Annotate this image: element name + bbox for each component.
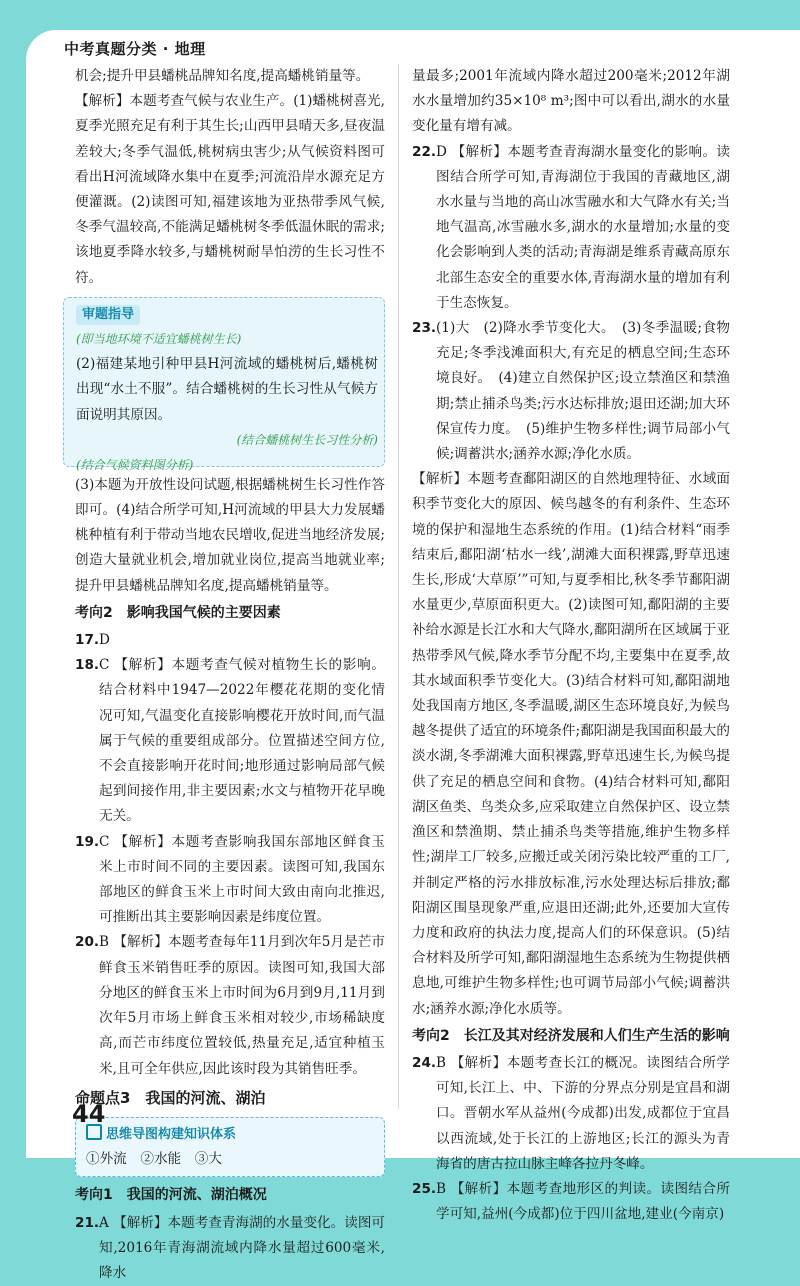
question-number: 23. xyxy=(412,320,437,337)
mind-map-title: 思维导图构建知识体系 xyxy=(86,1122,374,1147)
question-number: 24. xyxy=(412,1054,437,1071)
question-number: 20. xyxy=(75,934,100,951)
left-column xyxy=(75,64,385,1286)
analysis-paragraph: 【解析】本题考查气候与农业生产。(1)蟠桃树喜光,夏季光照充足有利于其生长;山西甲县晴天多,昼夜温差较大;冬季气温低,桃树病虫害少;从气候资料图可看出H河流域降水集中在夏季;河流沿岸水源充足方便灌溉。(2)读图可知,福建该地为亚热带季风气候,冬季气温较高,不能满足蟠桃树冬季低温休眠的需求;该地夏季降水较多,与蟠桃树耐旱怕涝的生长习性不符。 xyxy=(75,93,385,286)
right-column xyxy=(412,64,730,1227)
analysis-paragraph: (3)本题为开放性设问试题,根据蟠桃树生长习性作答即可。(4)结合所学可知,H河流域的甲县大力发展蟠桃种植有利于带动当地农民增收,促进当地经济发展;创造大量就业机会,增加就业岗位,提高当地就业率;提升甲县蟠桃品牌知名度,提高蟠桃销量等。 xyxy=(75,476,385,594)
question-number: 25. xyxy=(412,1180,437,1197)
guide-title: 审题指导 xyxy=(76,305,140,325)
page-header: 中考真题分类 · 地理 xyxy=(64,40,206,58)
section-heading: 考向2 影响我国气候的主要因素 xyxy=(75,604,281,621)
question-number: 21. xyxy=(75,1214,100,1231)
answer-text: A 【解析】本题考查青海湖的水量变化。读图可知,2016年青海湖流域内降水量超过600毫米,降水 xyxy=(99,1214,386,1281)
answer-item-19 xyxy=(75,830,385,931)
guide-note-climate: (结合气候资料图分析) xyxy=(76,458,194,473)
analysis-paragraph: 【解析】本题考查鄱阳湖区的自然地理特征、水域面积季节变化大的原因、候鸟越冬的有利条件、生态环境的保护和湿地生态系统的作用。(1)结合材料“雨季结束后,鄱阳湖‘枯水一线’,湖滩大面积裸露,野草迅速生长,形成‘大草原’”可知,与夏季相比,秋冬季节鄱阳湖水量更少,草原面积更大。(2)读图可知,鄱阳湖的主要补给水源是长江水和大气降水,鄱阳湖所在区域属于亚热带季风气候,降水季节分配不均,主要集中在夏季,故其水域面积季节变化大。(3)结合材料可知,鄱阳湖地处我国南方地区,冬季温暖,湖区生态环境良好,为候鸟越冬提供了适宜的环境条件;鄱阳湖是我国面积最大的淡水湖,冬季湖滩大面积裸露,野草迅速生长,为候鸟提供了充足的栖息空间和食物。(4)结合材料可知,鄱阳湖区鱼类、鸟类众多,应采取建立自然保护区、设立禁渔区和禁渔期、禁止捕杀鸟类等措施,维护生物多样性;湖岸工厂较多,应搬迁或关闭污染比较严重的工厂,并制定严格的污水排放标准,污水处理达标后排放;鄱阳湖区围垦现象严重,应退田还湖;此外,还要加大宣传力度和政府的执法力度,提高人们的环保意识。(5)结合材料及所学可知,鄱阳湖湿地生态系统为生物提供栖息地,可维护生物多样性;也可调节局部小气候;调蓄洪水;涵养水源;净化水质等。 xyxy=(412,471,730,1017)
answer-text: B 【解析】本题考查长江的概况。读图结合所学可知,长江上、中、下游的分界点分别是宜昌和湖口。晋朝水军从益州(今成都)出发,成都位于宜昌以西流域,处于长江的上游地区;长江的源头为青海省的唐古拉山脉主峰各拉丹冬峰。 xyxy=(436,1054,730,1172)
answer-text: C 【解析】本题考查影响我国东部地区鲜食玉米上市时间不同的主要因素。读图可知,我国东部地区的鲜食玉米上市时间大致由南向北推迟,可推断出其主要影响因素是纬度位置。 xyxy=(99,833,385,926)
column-divider xyxy=(398,64,399,1109)
answer-text: B 【解析】本题考查地形区的判读。读图结合所学可知,益州(今成都)位于四川盆地,建业(今南京) xyxy=(436,1180,730,1223)
answer-text: D 【解析】本题考查青海湖水量变化的影响。读图结合所学可知,青海湖位于我国的青藏地区,湖水水量与当地的高山冰雪融水和大气降水有关;当地气温高,冰雪融水多,湖水的水量增加;水量的变化会影响到人类的活动;青海湖是维系青藏高原东北部生态安全的重要水体,青海湖水量的增加有利于生态恢复。 xyxy=(436,143,730,311)
page-number: 44 xyxy=(72,1100,106,1128)
guide-note-environment: (即当地环境不适宜蟠桃树生长) xyxy=(76,332,242,347)
answer-text: C 【解析】本题考查气候对植物生长的影响。结合材料中1947—2022年樱花花期的变化情况可知,气温变化直接影响樱花开放时间,而气温属于气候的重要组成部分。位置描述空间方位,不会直接影响开花时间;地形通过影响局部气候起到间接作用,非主要因素;水文与植物开花早晚无关。 xyxy=(99,657,385,825)
question-guide-box xyxy=(63,297,385,473)
mind-map-box xyxy=(75,1117,385,1177)
answer-item-24 xyxy=(412,1051,730,1177)
paragraph: 量最多;2001年流域内降水超过200毫米;2012年湖水水量增加约35×10⁸ m³;图中可以看出,湖水的水量变化量有增有减。 xyxy=(412,68,730,135)
section-heading: 考向2 长江及其对经济发展和人们生产生活的影响 xyxy=(412,1027,730,1044)
answer-text: (1)大 (2)降水季节变化大。 (3)冬季温暖;食物充足;冬季浅滩面积大,有充足的栖息空间;生态环境良好。 (4)建立自然保护区;设立禁渔区和禁渔期;禁止捕杀鸟类;污水达标排放;退田还湖;加大环保宣传力度。 (5)维护生物多样性;调节局部小气候;调蓄洪水;涵养水源;净化水质。 xyxy=(436,320,730,463)
guide-question-text: (2)福建某地引种甲县H河流域的蟠桃树后,蟠桃树出现“水土不服”。结合蟠桃树的生长习性从气候方面说明其原因。 xyxy=(76,356,378,423)
topic-heading: 命题点3 我国的河流、湖泊 xyxy=(75,1088,266,1107)
question-number: 17. xyxy=(75,632,100,649)
answer-item-21 xyxy=(75,1211,385,1286)
answer-item-25 xyxy=(412,1177,730,1227)
answer-text: D xyxy=(99,632,110,649)
guide-note-habit: (结合蟠桃树生长习性分析) xyxy=(236,432,378,447)
section-heading: 考向1 我国的河流、湖泊概况 xyxy=(75,1187,267,1204)
question-number: 22. xyxy=(412,143,437,160)
answer-item-20 xyxy=(75,930,385,1081)
answer-item-23 xyxy=(412,316,730,467)
answer-item-18 xyxy=(75,653,385,829)
answer-item-17 xyxy=(75,628,385,653)
question-number: 18. xyxy=(75,657,100,674)
paragraph: 机会;提升甲县蟠桃品牌知名度,提高蟠桃销量等。 xyxy=(75,68,370,84)
question-number: 19. xyxy=(75,833,100,850)
answer-text: B 【解析】本题考查每年11月到次年5月是芒市鲜食玉米销售旺季的原因。读图可知,我国大部分地区的鲜食玉米上市时间为6月到9月,11月到次年5月市场上鲜食玉米相对较少,市场稀缺度高,而芒市纬度位置较低,热量充足,适宜种植玉米,且可全年供应,因此该时段为其销售旺季。 xyxy=(99,934,385,1077)
answer-item-22 xyxy=(412,140,730,316)
mind-map-answers: ①外流 ②水能 ③大 xyxy=(86,1151,222,1168)
